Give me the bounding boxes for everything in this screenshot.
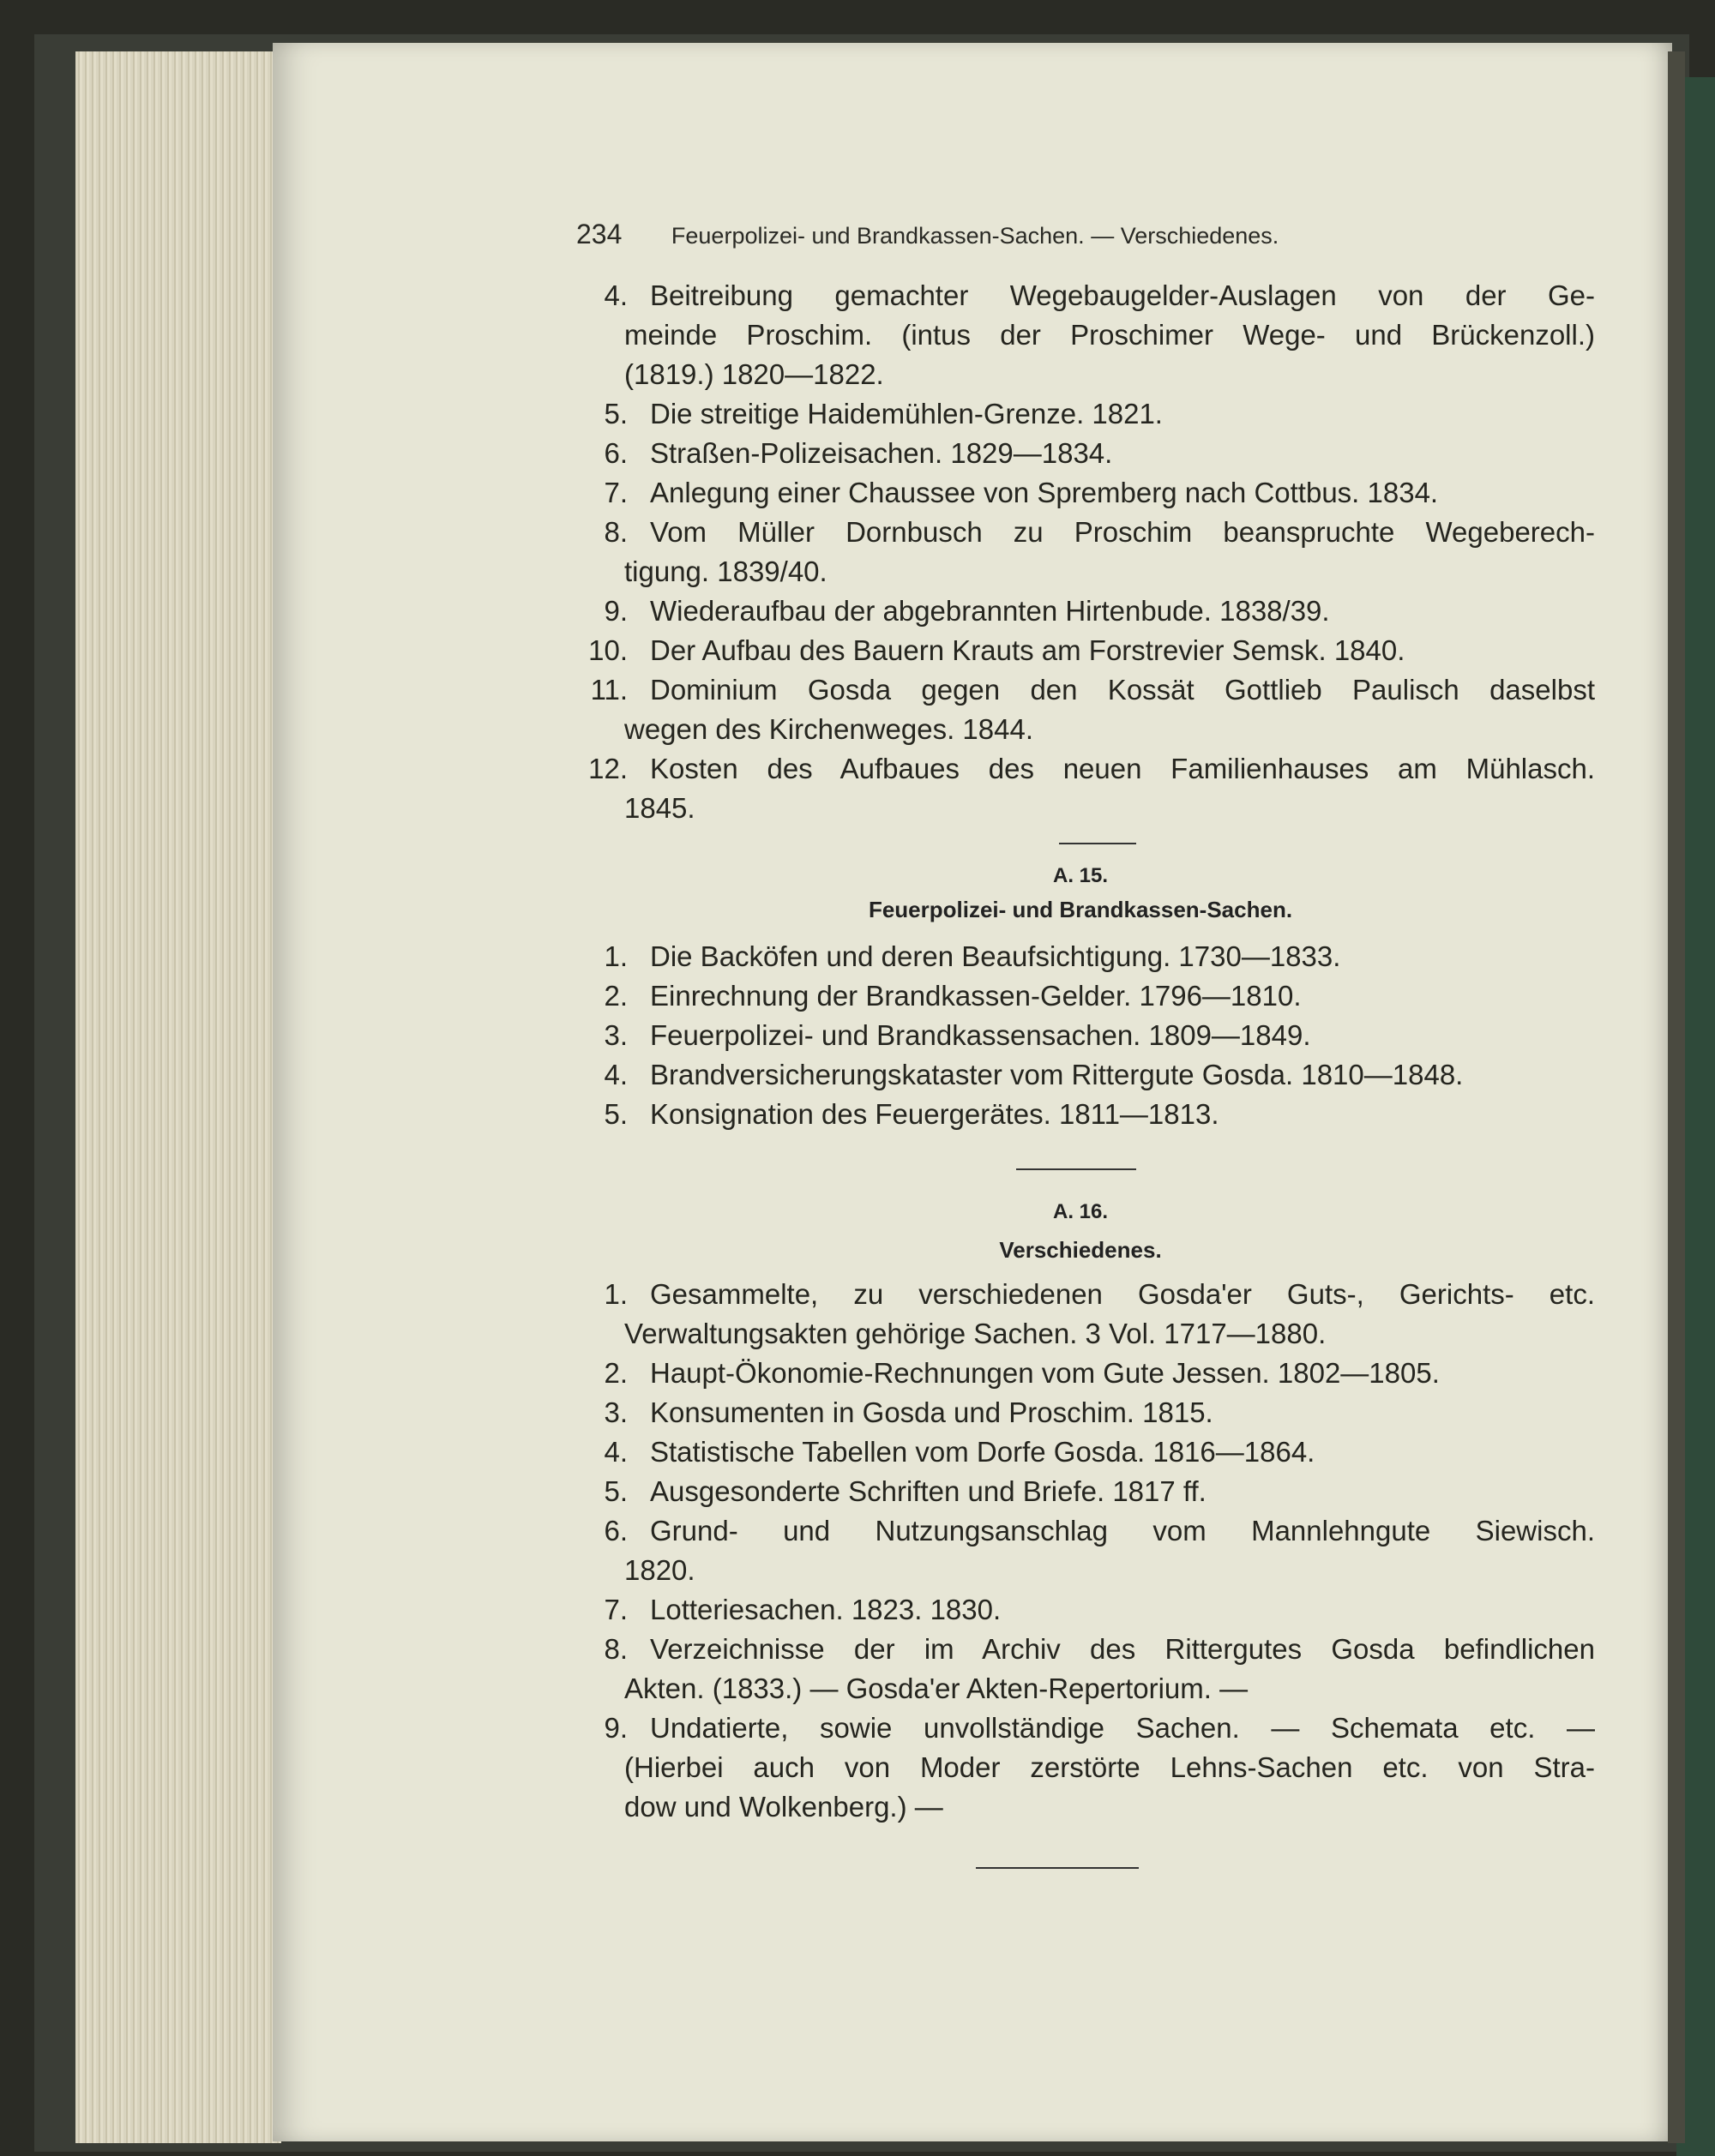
list-item xyxy=(566,592,1595,631)
item-line: (Hierbei auch von Moder zerstörte Lehns-Sachen etc. von Stra- xyxy=(624,1751,1595,1783)
page-gutter xyxy=(1668,51,1685,2143)
item-number: 8. xyxy=(604,516,628,548)
list-item xyxy=(566,937,1595,976)
item-line: Grund- und Nutzungsanschlag vom Mannlehngute Siewisch. xyxy=(650,1515,1595,1546)
item-number: 7. xyxy=(604,477,628,508)
item-line: Einrechnung der Brandkassen-Gelder. 1796—1810. xyxy=(650,980,1302,1012)
list-item xyxy=(566,1472,1595,1511)
item-line: Konsignation des Feuergerätes. 1811—1813. xyxy=(650,1098,1219,1130)
item-text xyxy=(650,473,1595,513)
list-item xyxy=(566,434,1595,473)
section-divider xyxy=(1016,1168,1136,1170)
end-divider xyxy=(976,1867,1139,1869)
item-line: Die streitige Haidemühlen-Grenze. 1821. xyxy=(650,398,1163,429)
item-line: Straßen-Polizeisachen. 1829—1834. xyxy=(650,437,1113,469)
item-line: Haupt-Ökonomie-Rechnungen vom Gute Jessen. 1802—1805. xyxy=(650,1357,1440,1389)
item-number: 4. xyxy=(604,1436,628,1468)
list-item xyxy=(566,394,1595,434)
list-item xyxy=(566,1590,1595,1630)
item-line: tigung. 1839/40. xyxy=(624,556,827,587)
running-header xyxy=(576,219,1279,250)
item-number: 6. xyxy=(604,1515,628,1546)
list-item xyxy=(566,1055,1595,1095)
section-15-item-list xyxy=(566,937,1595,1134)
item-line: (1819.) 1820—1822. xyxy=(624,358,884,390)
item-line: Wiederaufbau der abgebrannten Hirtenbude. 1838/39. xyxy=(650,595,1330,627)
list-item xyxy=(566,276,1595,394)
list-item xyxy=(566,473,1595,513)
item-number: 3. xyxy=(604,1019,628,1051)
item-number: 2. xyxy=(604,1357,628,1389)
item-number: 5. xyxy=(604,1098,628,1130)
item-text xyxy=(650,937,1595,976)
item-line: Gesammelte, zu verschiedenen Gosda'er Guts-, Gerichts- etc. xyxy=(650,1278,1595,1310)
item-line: Dominium Gosda gegen den Kossät Gottlieb Paulisch daselbst xyxy=(650,674,1595,706)
item-line: dow und Wolkenberg.) — xyxy=(624,1791,943,1823)
item-number: 7. xyxy=(604,1594,628,1625)
section-title: Verschiedenes. xyxy=(999,1237,1162,1263)
list-item xyxy=(566,1630,1595,1709)
list-item xyxy=(566,1016,1595,1055)
item-number: 11. xyxy=(590,674,628,706)
item-line: Statistische Tabellen vom Dorfe Gosda. 1816—1864. xyxy=(650,1436,1315,1468)
section-divider xyxy=(1059,843,1136,844)
item-number: 9. xyxy=(604,595,628,627)
list-item xyxy=(566,1709,1595,1827)
item-text xyxy=(650,631,1595,670)
item-text xyxy=(650,1016,1595,1055)
item-line: Kosten des Aufbaues des neuen Familienhauses am Mühlasch. xyxy=(650,753,1595,784)
item-number: 10. xyxy=(588,634,628,666)
item-number: 3. xyxy=(604,1396,628,1428)
item-number: 8. xyxy=(604,1633,628,1665)
item-text xyxy=(624,1709,1595,1827)
list-item xyxy=(566,976,1595,1016)
item-text xyxy=(650,1432,1595,1472)
item-number: 6. xyxy=(604,437,628,469)
item-line: wegen des Kirchenweges. 1844. xyxy=(624,713,1033,745)
list-item xyxy=(566,1095,1595,1134)
list-item xyxy=(566,1393,1595,1432)
item-line: meinde Proschim. (intus der Proschimer Wege- und Brückenzoll.) xyxy=(624,319,1595,351)
item-number: 5. xyxy=(604,1475,628,1507)
list-item xyxy=(566,1354,1595,1393)
section-code: A. 16. xyxy=(1052,1200,1109,1223)
item-line: Die Backöfen und deren Beaufsichtigung. 1730—1833. xyxy=(650,940,1341,972)
item-line: Akten. (1833.) — Gosda'er Akten-Repertorium. — xyxy=(624,1673,1249,1704)
item-text xyxy=(650,1472,1595,1511)
item-text xyxy=(624,1511,1595,1590)
item-text xyxy=(650,1354,1595,1393)
list-item xyxy=(566,670,1595,749)
page-edges xyxy=(75,51,281,2143)
section-16-item-list xyxy=(566,1275,1595,1827)
item-number: 9. xyxy=(604,1712,628,1744)
item-number: 1. xyxy=(604,1278,628,1310)
item-number: 5. xyxy=(604,398,628,429)
item-number: 1. xyxy=(604,940,628,972)
list-item xyxy=(566,749,1595,828)
list-item xyxy=(566,1275,1595,1354)
list-item xyxy=(566,631,1595,670)
item-number: 12. xyxy=(588,753,628,784)
item-text xyxy=(650,394,1595,434)
item-text xyxy=(624,513,1595,592)
section-code: A. 15. xyxy=(1052,864,1109,887)
item-line: Anlegung einer Chaussee von Spremberg nach Cottbus. 1834. xyxy=(650,477,1439,508)
item-line: Verwaltungsakten gehörige Sachen. 3 Vol. 1717—1880. xyxy=(624,1318,1327,1349)
item-text xyxy=(650,1055,1595,1095)
item-line: Beitreibung gemachter Wegebaugelder-Auslagen von der Ge- xyxy=(650,279,1595,311)
item-line: Vom Müller Dornbusch zu Proschim beanspruchte Wegeberech- xyxy=(650,516,1595,548)
item-number: 2. xyxy=(604,980,628,1012)
item-text xyxy=(624,1630,1595,1709)
running-title: Feuerpolizei- und Brandkassen-Sachen. — Verschiedenes. xyxy=(671,223,1279,249)
item-text xyxy=(624,670,1595,749)
page-number: 234 xyxy=(576,219,623,249)
item-text xyxy=(650,434,1595,473)
item-line: 1820. xyxy=(624,1554,695,1586)
list-item xyxy=(566,513,1595,592)
item-text xyxy=(624,276,1595,394)
item-line: Konsumenten in Gosda und Proschim. 1815. xyxy=(650,1396,1213,1428)
item-line: Undatierte, sowie unvollständige Sachen. — Schemata etc. — xyxy=(650,1712,1595,1744)
item-line: Ausgesonderte Schriften und Briefe. 1817 ff. xyxy=(650,1475,1207,1507)
item-text xyxy=(650,1095,1595,1134)
list-item xyxy=(566,1432,1595,1472)
item-line: Der Aufbau des Bauern Krauts am Forstrevier Semsk. 1840. xyxy=(650,634,1405,666)
continued-item-list xyxy=(566,276,1595,828)
item-text xyxy=(650,1393,1595,1432)
item-text xyxy=(650,976,1595,1016)
item-number: 4. xyxy=(604,279,628,311)
item-number: 4. xyxy=(604,1059,628,1090)
item-text xyxy=(624,1275,1595,1354)
item-line: Lotteriesachen. 1823. 1830. xyxy=(650,1594,1002,1625)
item-text xyxy=(650,592,1595,631)
item-text xyxy=(650,1590,1595,1630)
list-item xyxy=(566,1511,1595,1590)
item-line: Brandversicherungskataster vom Rittergute Gosda. 1810—1848. xyxy=(650,1059,1464,1090)
item-line: Verzeichnisse der im Archiv des Rittergutes Gosda befindlichen xyxy=(650,1633,1595,1665)
section-title: Feuerpolizei- und Brandkassen-Sachen. xyxy=(868,897,1293,922)
item-text xyxy=(624,749,1595,828)
item-line: Feuerpolizei- und Brandkassensachen. 1809—1849. xyxy=(650,1019,1311,1051)
item-line: 1845. xyxy=(624,792,695,824)
